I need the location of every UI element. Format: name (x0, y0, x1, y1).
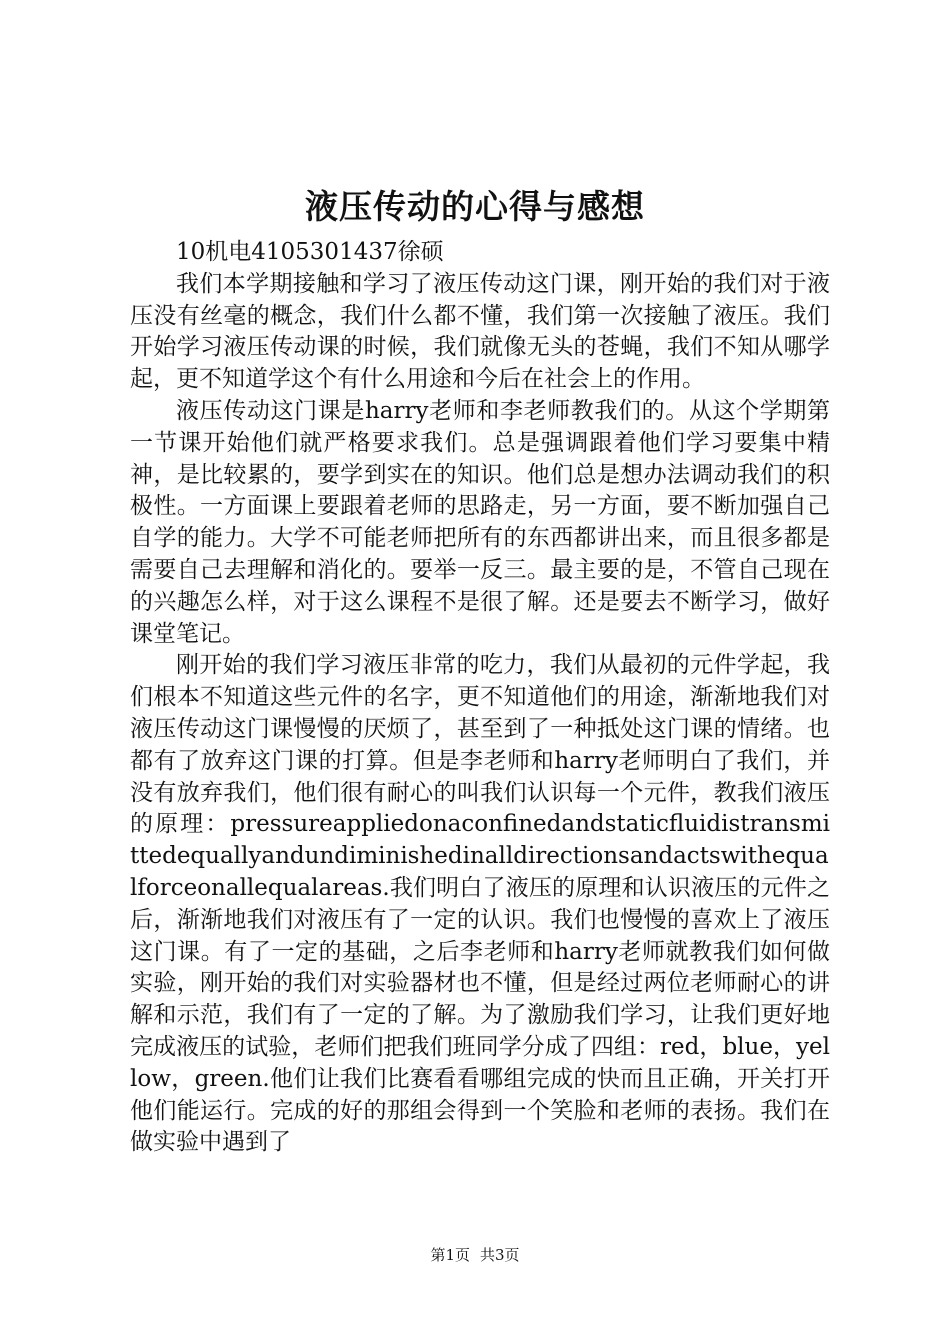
paragraph-1: 我们本学期接触和学习了液压传动这门课，刚开始的我们对于液压没有丝毫的概念，我们什么都不懂，我们第一次接触了液压。我们开始学习液压传动课的时候，我们就像无头的苍蝇，我们不知从哪学起，更不知道学这个有什么用途和今后在社会上的作用。 (130, 270, 830, 393)
document-body (130, 237, 830, 1159)
page-number: 第1页 (430, 1246, 470, 1264)
document-title: 液压传动的心得与感想 (305, 187, 645, 226)
author-byline: 10机电4105301437徐硕 (176, 239, 444, 265)
paragraph-3: 刚开始的我们学习液压非常的吃力，我们从最初的元件学起，我们根本不知道这些元件的名字，更不知道他们的用途，渐渐地我们对液压传动这门课慢慢的厌烦了，甚至到了一种抵处这门课的情绪。也都有了放弃这门课的打算。但是李老师和harry老师明白了我们，并没有放弃我们，他们很有耐心的叫我们认识每一个元件，教我们液压的原理：pressureappliedonaconfinedandstaticfluidistransmittedequallyandundiminishedinalldirectionsandactswithequalforceonallequalareas.我们明白了液压的原理和认识液压的元件之后，渐渐地我们对液压有了一定的认识。我们也慢慢的喜欢上了液压这门课。有了一定的基础，之后李老师和harry老师就教我们如何做实验，刚开始的我们对实验器材也不懂，但是经过两位老师耐心的讲解和示范，我们有了一定的了解。为了激励我们学习，让我们更好地完成液压的试验，老师们把我们班同学分成了四组：red，blue，yellow，green.他们让我们比赛看看哪组完成的快而且正确，开关打开他们能运行。完成的好的那组会得到一个笑脸和老师的表扬。我们在做实验中遇到了 (130, 652, 830, 1156)
paragraph-2: 液压传动这门课是harry老师和李老师教我们的。从这个学期第一节课开始他们就严格要求我们。总是强调跟着他们学习要集中精神，是比较累的，要学到实在的知识。他们总是想办法调动我们的积极性。一方面课上要跟着老师的思路走，另一方面，要不断加强自己自学的能力。大学不可能老师把所有的东西都讲出来，而且很多都是需要自己去理解和消化的。要举一反三。最主要的是，不管自己现在的兴趣怎么样，对于这么课程不是很了解。还是要去不断学习，做好课堂笔记。 (130, 397, 830, 647)
page-total: 共3页 (480, 1246, 520, 1264)
page-footer (0, 1245, 950, 1265)
